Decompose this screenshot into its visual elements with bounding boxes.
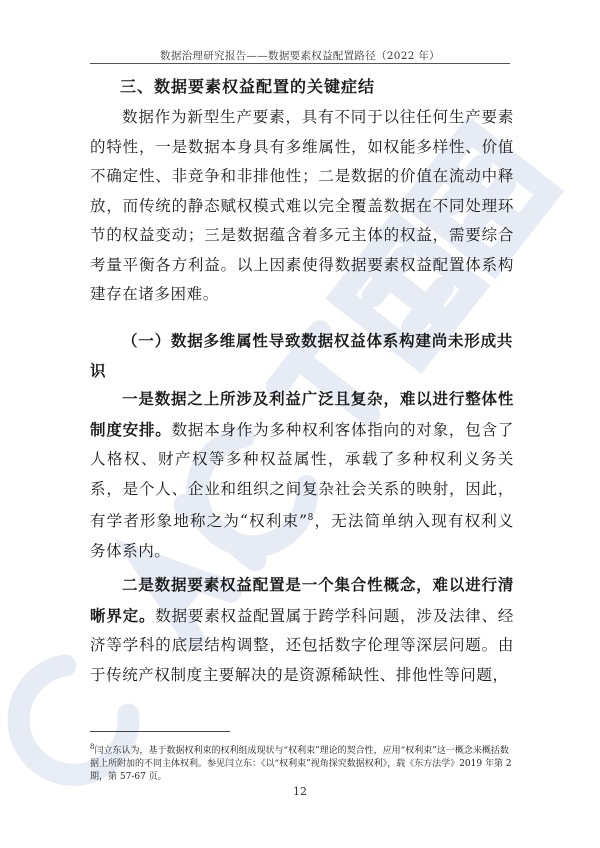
- paragraph-1-text-end: ，无法简单纳入现有权利义务体系内。: [90, 512, 515, 560]
- header-divider: [90, 63, 510, 64]
- intro-paragraph: 数据作为新型生产要素，具有不同于以往任何生产要素的特性，一是数据本身具有多维属性，如权能多样性、价值不确定性、非竞争和非排他性；二是数据的价值在流动中释放，而传统的静态赋权模式难以完全覆盖数据在不同处理环节的权益变动；三是数据蕴含着多元主体的权益，需要综合考量平衡各方利益。以上因素使得数据要素权益配置体系构建存在诸多困难。: [90, 108, 514, 303]
- paragraph-1-lead: 一是数据之上所涉及利益广泛且复杂，难以进行整体性制度安排。: [90, 389, 514, 439]
- footnote-text: 闫立东认为，基于数据权利束的权利组成现状与“权利束”理论的契合性，应用“权利束”这一概念来概括数据上所附加的不同主体权利。参见闫立东：《以“权利束”视角探究数据权利》，载《东方法学》2019 年第 2 期，第 57-67 页。: [90, 746, 512, 782]
- footnote: [90, 741, 514, 784]
- sub-heading: （一）数据多维属性导致数据权益体系构建尚未形成共识: [90, 331, 514, 380]
- section-title: 三、数据要素权益配置的关键症结: [120, 77, 376, 96]
- page-number: 12: [293, 785, 307, 798]
- paragraph-2-text: 数据要素权益配置属于跨学科问题，涉及法律、经济等学科的底层结构调整，还包括数字伦理等深层问题。由于传统产权制度主要解决的是资源稀缺性、排他性等问题，: [90, 606, 514, 684]
- footnote-divider: [90, 731, 230, 732]
- paragraph-1: [90, 384, 514, 566]
- footnote-marker: 8: [90, 743, 95, 751]
- paragraph-2-lead: 二是数据要素权益配置是一个集合性概念，难以进行清晰界定。: [90, 575, 514, 625]
- running-header: 数据治理研究报告——数据要素权益配置路径（2022 年）: [160, 50, 440, 62]
- footnote-reference[interactable]: 8: [307, 513, 314, 523]
- paragraph-1-text: 数据本身作为多种权利客体指向的对象，包含了人格权、财产权等多种权益属性，承载了多种权利义务关系，是个人、企业和组织之间复杂社会关系的映射，因此，有学者形象地称之为“权利束”: [90, 420, 514, 531]
- paragraph-2: [90, 570, 514, 690]
